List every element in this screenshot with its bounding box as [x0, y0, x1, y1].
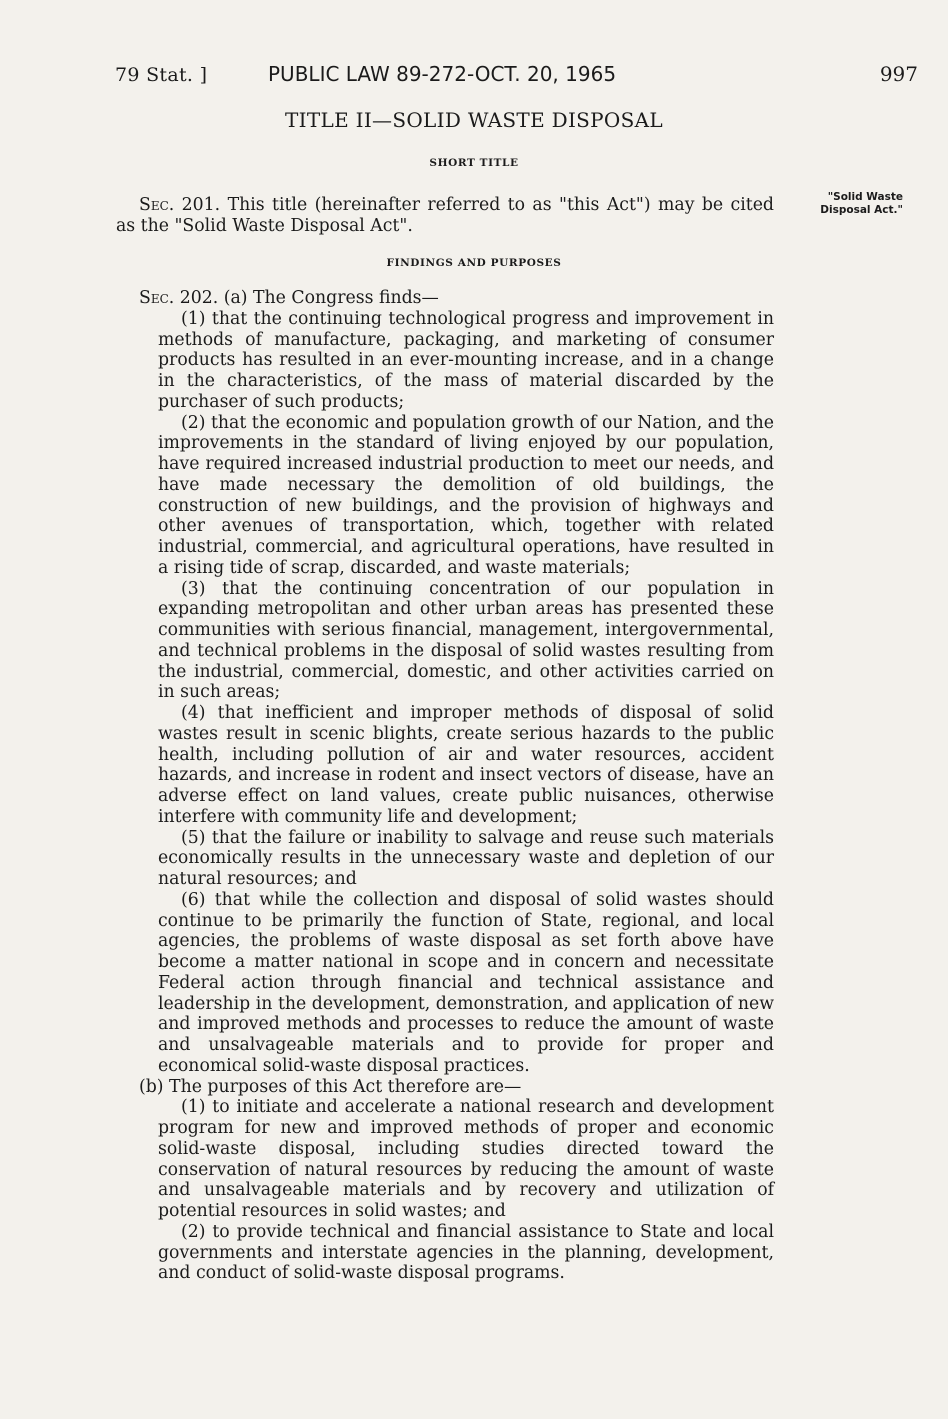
finding-2: (2) that the economic and population growth of our Nation, and the improvements in the standard of living enjoyed by our population, have required increased industrial production to meet our needs, and have made necessary the demolition of old buildings, the construction of new buildings, and the provision of highways and other avenues of transportation, which, together with related industrial, commercial, and agricultural operations, have resulted in a rising tide of scrap, discarded, and waste materials; — [158, 412, 774, 578]
finding-6: (6) that while the collection and disposal of solid wastes should continue to be primarily the function of State, regional, and local agencies, the problems of waste disposal as set forth above have become a matter national in scope and in concern and necessitate Federal action through financial and technical assistance and leadership in the development, demonstration, and application of new and improved methods and processes to reduce the amount of waste and unsalvageable materials and to provide for proper and economical solid-waste disposal practices. — [158, 889, 774, 1076]
section-202-intro — [116, 288, 774, 309]
section-202 — [116, 288, 774, 1284]
short-title-heading: SHORT TITLE — [429, 157, 519, 169]
page-number: 997 — [879, 62, 918, 86]
section-201-paragraph — [116, 195, 774, 237]
section-202-label: Sec. 202. — [139, 288, 219, 308]
finding-3: (3) that the continuing concentration of our population in expanding metropolitan and other urban areas has presented these communities with serious financial, management, intergovernmental, and technical problems in the disposal of solid wastes resulting from the industrial, commercial, domestic, and other activities carried on in such areas; — [158, 578, 774, 703]
purpose-1: (1) to initiate and accelerate a national research and development program for new and improved methods of proper and economic solid-waste disposal, including studies directed toward the conservation of natural resources by reducing the amount of waste and unsalvageable materials and by recovery and utilization of potential resources in solid wastes; and — [158, 1097, 774, 1221]
section-201 — [116, 195, 774, 237]
public-law-header: PUBLIC LAW 89-272-OCT. 20, 1965 — [268, 62, 617, 86]
purposes-intro: (b) The purposes of this Act therefore are— — [139, 1076, 522, 1097]
purpose-2: (2) to provide technical and financial assistance to State and local governments and interstate agencies in the planning, development, and conduct of solid-waste disposal programs. — [158, 1221, 774, 1284]
findings-heading: FINDINGS AND PURPOSES — [386, 257, 562, 269]
section-201-text: This title (hereinafter referred to as "this Act") may be cited as the "Solid Waste Disposal Act". — [116, 195, 774, 236]
margin-note: "Solid Waste Disposal Act." — [820, 191, 903, 216]
finding-1: (1) that the continuing technological progress and improvement in methods of manufacture, packaging, and marketing of consumer products has resulted in an ever-mounting increase, and in a change in the characteristics, of the mass of material discarded by the purchaser of such products; — [158, 308, 774, 412]
statute-volume-ref: 79 Stat. ] — [115, 64, 208, 86]
section-202-intro-text: (a) The Congress finds— — [223, 288, 439, 308]
section-201-label: Sec. 201. — [139, 195, 221, 215]
finding-4: (4) that inefficient and improper methods of disposal of solid wastes result in scenic blights, create serious hazards to the public health, including pollution of air and water resources, accident hazards, and increase in rodent and insect vectors of disease, have an adverse effect on land values, create public nuisances, otherwise interfere with community life and development; — [158, 703, 774, 827]
title-heading: TITLE II—SOLID WASTE DISPOSAL — [285, 108, 663, 132]
finding-5: (5) that the failure or inability to salvage and reuse such materials economically results in the unnecessary waste and depletion of our natural resources; and — [158, 827, 774, 889]
